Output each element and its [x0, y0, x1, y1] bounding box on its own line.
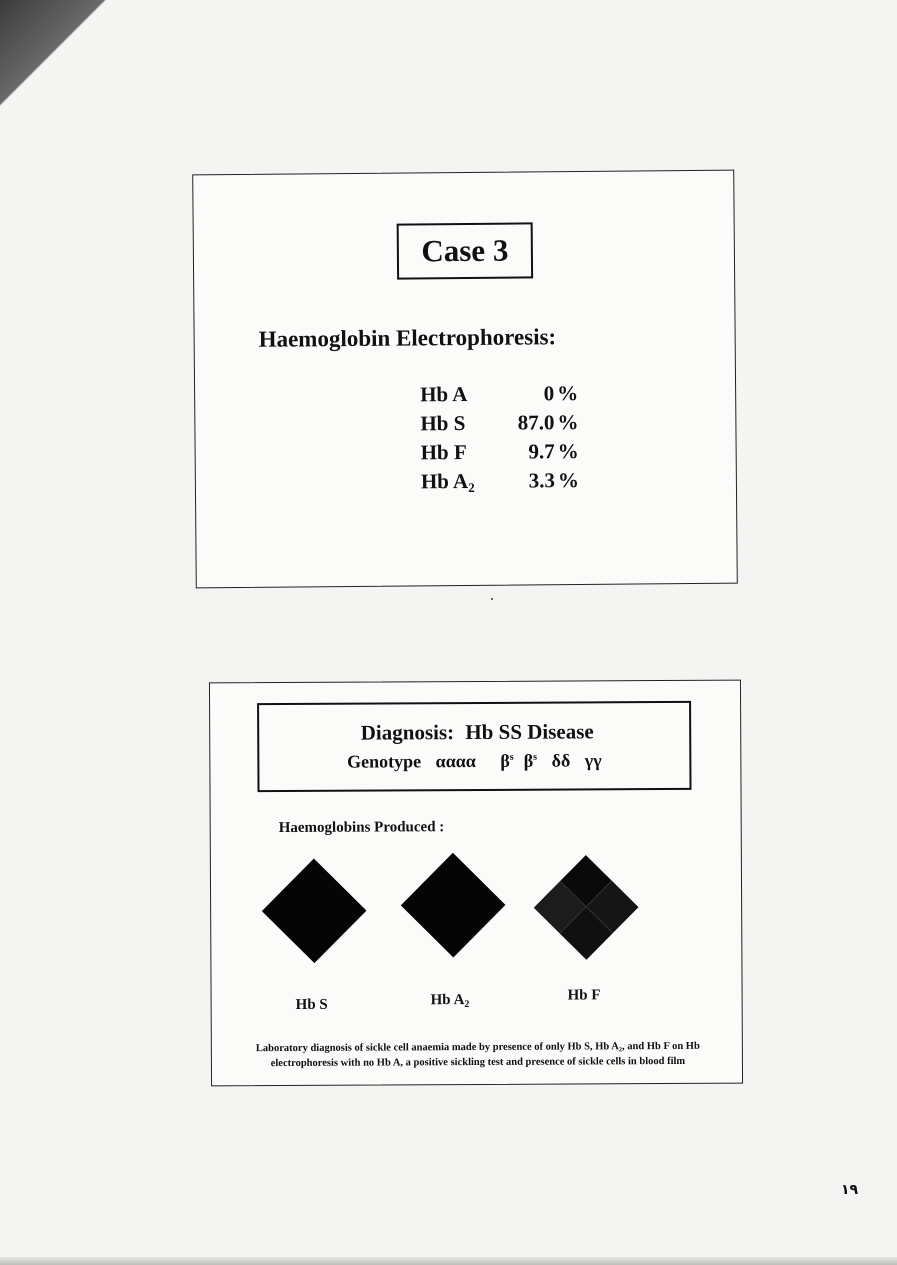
hbf-diamond-shape	[534, 855, 639, 960]
hbs-diamond-shape	[262, 859, 367, 964]
laboratory-diagnosis-note: Laboratory diagnosis of sickle cell anaemia made by presence of only Hb S, Hb A₂, and Hb F on Hb electrophoresis with no Hb A, a positive sickling test and presence of sickle cells in blood film	[255, 1040, 700, 1070]
result-unit: %	[557, 410, 579, 435]
electrophoresis-results	[420, 379, 579, 502]
result-value: 87.0	[517, 410, 555, 435]
hbf-label: Hb F	[567, 987, 601, 1004]
result-value: 0	[543, 381, 555, 406]
diagnosis-box	[257, 701, 691, 792]
result-value: 3.3	[528, 468, 555, 493]
result-unit: %	[557, 381, 579, 406]
result-value: 9.7	[528, 439, 555, 464]
result-name: Hb A2	[420, 468, 475, 495]
diagnosis-value: Hb SS Disease	[465, 719, 594, 745]
genotype-beta: $\beta^s$ $\beta^s$	[500, 750, 538, 771]
haemoglobins-produced-heading: Haemoglobins Produced :	[278, 819, 445, 837]
hbs-label: Hb S	[295, 996, 328, 1013]
page-bottom-edge	[0, 1257, 897, 1265]
page-corner-shadow	[0, 0, 130, 130]
diagnosis-title	[259, 719, 689, 746]
result-name: Hb A	[420, 381, 468, 407]
slide-case-3	[192, 170, 738, 589]
case-title: Case 3	[397, 222, 533, 279]
electrophoresis-heading: Haemoglobin Electrophoresis:	[258, 324, 557, 352]
result-row-hba	[420, 379, 578, 409]
result-subscript: 2	[468, 479, 475, 495]
genotype-line	[259, 750, 689, 773]
result-row-hbf	[421, 437, 579, 467]
genotype-label: Genotype	[347, 751, 422, 772]
result-name: Hb S	[420, 410, 466, 436]
result-unit: %	[557, 468, 579, 493]
genotype-delta: δδ	[551, 750, 571, 771]
slide-diagnosis	[209, 680, 743, 1087]
genotype-gamma: γγ	[584, 750, 602, 771]
page-number: ١٩	[841, 1182, 859, 1198]
result-unit: %	[557, 439, 579, 464]
hba2-label: Hb $A_2$	[430, 992, 470, 1011]
result-row-hbs	[420, 408, 578, 438]
speck	[491, 598, 493, 600]
result-row-hba2	[421, 466, 579, 502]
genotype-alpha: αααα	[435, 750, 476, 772]
diagnosis-label: Diagnosis:	[360, 720, 455, 745]
hba2-diamond-shape	[401, 853, 506, 958]
result-name: Hb F	[420, 439, 467, 465]
